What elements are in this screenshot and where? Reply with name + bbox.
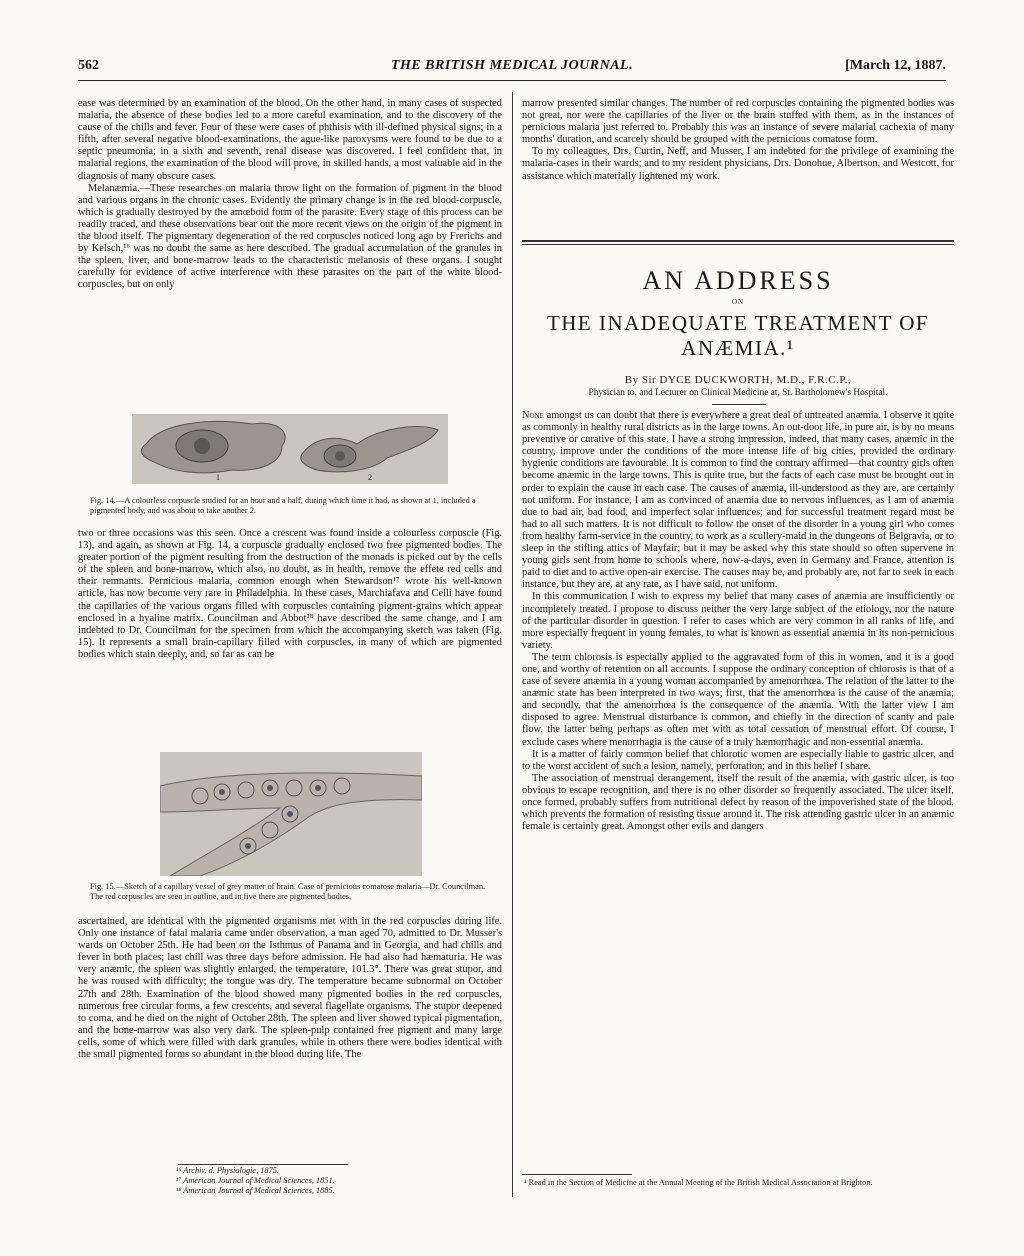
article-title-line: THE INADEQUATE TREATMENT OF bbox=[546, 311, 930, 335]
article-title-line: ANÆMIA.¹ bbox=[681, 336, 795, 360]
journal-title: THE BRITISH MEDICAL JOURNAL. bbox=[390, 58, 634, 73]
left-text-block-2 bbox=[78, 528, 502, 661]
figure-15-drawing bbox=[160, 752, 422, 876]
left-footnotes bbox=[176, 1166, 335, 1196]
drop-word: None bbox=[522, 410, 544, 421]
author-byline: By Sir DYCE DUCKWORTH, M.D., F.R.C.P., bbox=[624, 374, 852, 386]
title-rule bbox=[712, 404, 766, 405]
author-affiliation: Physician to, and Lecturer on Clinical Medicine at, St. Bartholomew's Hospital. bbox=[588, 388, 888, 398]
article-title-heading: AN ADDRESS bbox=[642, 266, 834, 295]
opening-text: amongst us can doubt that there is everywhere a great deal of untreated anæmia. I observe it quite as commonly in healthy rural districts as in the large towns. An out-door life, in pure air, is by no means preventive or curative of this state. I have a strong impression, indeed, that many cases, anæmic in the country, improve under the conditions of the more intense life of big cities, provided the ordinary hygienic conditions are favourable. It is common to find the contrary affirmed—that country girls often become anæmic in the large towns. This is quite true, but the facts of each case must be brought out in order to explain the cause in each case. The causes of anæmia, ill-understood as they are, are certainly not uniform. For instance, I am as convinced of anæmia due to nervous influences, as I am of anæmia due to bad air, bad food, and imperfect solar influences; and for successful treatment regard must be had to all such matters. It is not difficult to follow the onset of the disorder in a young girl who comes from healthy farm-service in the country, to work as a scullery-maid in the dungeons of Belgravia, or to sleep in the stifling attics of Mayfair; but it may be asked why this state should so often supervene in young girls sent from home to schools where, now-a-days, even in Germany and France, attention is paid to diet and to active open-air exercise. The causes may be, and probably are, not far to seek in each instance, but they are, at any rate, as I have said, not uniform. bbox=[522, 410, 954, 591]
paragraph-acknowledgements: To my colleagues, Drs. Curtin, Neff, and Musser, I am indebted for the privilege of examining the malaria-cases in their wards; and to my resident physicians, Drs. Donohue, Albertson, and Westcott, for assistance which materially lightened my work. bbox=[522, 146, 954, 182]
paragraph: ascertained, are identical with the pigmented organisms met with in the red corpuscles during life. Only one instance of fatal malaria came under observation, a man aged 70, admitted to Dr. Musser's wards on October 25th. He had been on the Isthmus of Panama and in Georgia, and had chills and fever in both places; last chill was three days before admission. He had also had hæmaturia. He was very anæmic, the spleen was slightly enlarged, the temperature, 101.3°. There was great stupor, and he was roused with difficulty; the tongue was dry. The temperature became subnormal on October 27th and 28th. Examination of the blood showed many pigmented bodies in the red corpuscles, numerous free circular forms, a few crescents, and several flagellate organisms. The stupor deepened to coma, and he died on the night of October 28th. The spleen and liver showed typical pigmentation, and the bone-marrow was also very dark. The spleen-pulp contained free pigment and many large cells, some of which were filled with dark granules, while in others there were bodies identical with the small pigmented forms so abundant in the blood during life. The bbox=[78, 916, 502, 1061]
figure-14-label-2: 2 bbox=[368, 473, 372, 482]
paragraph: In this communication I wish to express my belief that many cases of anæmia are insufficiently or incompletely treated. I propose to discuss neither the very large subject of the etiology, nor the nature of the particular disorder in question. I refer to cases which are very common in all ranks of life, and more especially frequent in young females, to what is known as essential anæmia in its non-pernicious variety. bbox=[522, 591, 954, 651]
paragraph: The association of menstrual derangement, itself the result of the anæmia, with gastric ulcer, is too obvious to escape recognition, and there is no other disorder so frequently associated. The ulcer itself, once formed, probably suffers from nutritional defect by reason of the impoverished state of the blood, which prevents the formation of resisting tissue around it. The risk attending gastric ulcer in an anæmic female is certainly great. Amongst other evils and dangers bbox=[522, 772, 954, 833]
issue-date: [March 12, 1887. bbox=[845, 58, 946, 73]
header-rule bbox=[78, 80, 946, 81]
right-footnote: ¹ Read in the Section of Medicine at the Annual Meeting of the British Medical Association at Brighton. bbox=[524, 1178, 873, 1187]
footnote-rule bbox=[178, 1164, 348, 1165]
paragraph: two or three occasions was this seen. Once a crescent was found inside a colourless corpuscle (Fig. 13), and again, as shown at Fig. 14, a corpuscle gradually enclosed two free pigmented bodies. The greater portion of the pigment resulting from the destruction of the monads is picked out by the cells of the spleen and bone-marrow, which also, no doubt, as in health, remove the effete red cells and their remnants. Pernicious malaria, common enough when Stewardson¹⁷ wrote his well-known article, has now become very rare in Philadelphia. In these cases, Marchiafava and Celli have found the capillaries of the various organs filled with corpuscles containing pigment-grains which appear enclosed in a hyaline matrix. Councilman and Abbot¹⁸ have described the same change, and I am indebted to Dr. Councilman for the specimen from which the accompanying sketch was taken (Fig. 15). It represents a small brain-capillary filled with corpuscles, in many of which are pigmented bodies which stain deeply, and, so far as can be bbox=[78, 528, 502, 660]
footnote-18: ¹⁸ American Journal of Medical Sciences, 1885. bbox=[176, 1186, 335, 1195]
figure-14-caption: Fig. 14.—A colourless corpuscle studied for an hour and a half, during which time it had, as shown at 1, included a pigmented body, and was about to take another 2. bbox=[90, 496, 476, 515]
footnote-16: ¹⁶ Archiv. d. Physiologie, 1875. bbox=[176, 1166, 279, 1175]
figure-14 bbox=[132, 414, 448, 484]
section-rule bbox=[522, 240, 954, 242]
left-text-block-3 bbox=[78, 916, 502, 1061]
figure-15-caption: Fig. 15.—Sketch of a capillary vessel of grey matter of brain. Case of pernicious comatose malaria—Dr. Councilman. The red corpuscles are seen in outline, and in five there are pigmented bodies. bbox=[90, 882, 486, 901]
paragraph: The term chlorosis is especially applied to the aggravated form of this in women, and it is a good one, and worthy of retention on all accounts. I suppose the ordinary conception of chlorosis is that of a case of severe anæmia in a young woman accompanied by amenorrhœa. The relation of the latter to the anæmic state has been interpreted in two ways; first, that the amenorrhœa is the cause of the anæmia; and secondly, that the amenorrhœa is the consequence of the anæmia. With the latter view I am disposed to agree. Menstrual disturbance is common, and chiefly in the direction of scanty and pale flow, the latter being perhaps as often met with as total cessation of menstrual effort. Of course, I exclude cases where menorrhagia is the cause of a truly hæmorrhagic and non-essential anæmia. bbox=[522, 651, 954, 748]
paragraph-melanaemia: Melanæmia.—These researches on malaria throw light on the formation of pigment in the blood and various organs in the chronic cases. Evidently the primary change is in the red blood-corpuscle, which is gradually destroyed by the amœboid form of the parasite. Every stage of this process can be readily traced, and these observations bear out the more recent views on the origin of the pigment in the blood itself. The pigmentary degeneration of the red corpuscles noticed long ago by Frerichs and by Kelsch,¹⁶ was no doubt the same as here described. The gradual accumulation of the granules in the spleen, liver, and bone-marrow leads to the characteristic melanosis of these organs. I sought carefully for evidence of active interference with these parasites on the part of the white blood-corpuscles, but on only bbox=[78, 182, 502, 291]
footnote-17: ¹⁷ American Journal of Medical Sciences, 1851. bbox=[176, 1176, 335, 1185]
paragraph-opening bbox=[522, 410, 954, 591]
figure-15 bbox=[160, 752, 422, 876]
figure-14-drawing bbox=[132, 414, 448, 484]
left-text-block-1 bbox=[78, 98, 502, 292]
paragraph: It is a matter of fairly common belief that chlorotic women are especially liable to gastric ulcer, and to the worst accident of such a lesion, namely, perforation; and in this belief I share. bbox=[522, 748, 954, 772]
right-text-block-1 bbox=[522, 98, 954, 183]
footnote-rule bbox=[522, 1174, 632, 1175]
page-number: 562 bbox=[78, 58, 99, 73]
paragraph: marrow presented similar changes. The number of red corpuscles containing the pigmented bodies was not great, nor were the capillaries of the liver or the brain stuffed with them, as in the instances of pernicious malaria just referred to. Probably this was an instance of severe malarial cachexia of many months' duration, and scarcely should be grouped with the pernicious comatose form. bbox=[522, 98, 954, 146]
paragraph: ease was determined by an examination of the blood. On the other hand, in many cases of suspected malaria, the absence of these bodies led to a more careful examination, and to the discovery of the cause of the chills and fever. Four of these were cases of phthisis with ill-defined physical signs; in a fifth, after several negative blood-examinations, the ague-like paroxysms were found to be due to a septic pneumonia; in a sixth and seventh, renal disease was discovered. I feel confident that, in malarial regions, the examination of the blood will prove, in skilled hands, a most valuable aid in the diagnosis of many obscure cases. bbox=[78, 98, 502, 182]
section-rule-thin bbox=[522, 244, 954, 245]
right-text-block-2 bbox=[522, 410, 954, 833]
article-title bbox=[522, 311, 954, 361]
figure-14-label-1: 1 bbox=[216, 473, 220, 482]
running-header bbox=[78, 58, 946, 80]
column-divider bbox=[512, 92, 513, 1197]
article-title-on: ON bbox=[731, 298, 745, 306]
